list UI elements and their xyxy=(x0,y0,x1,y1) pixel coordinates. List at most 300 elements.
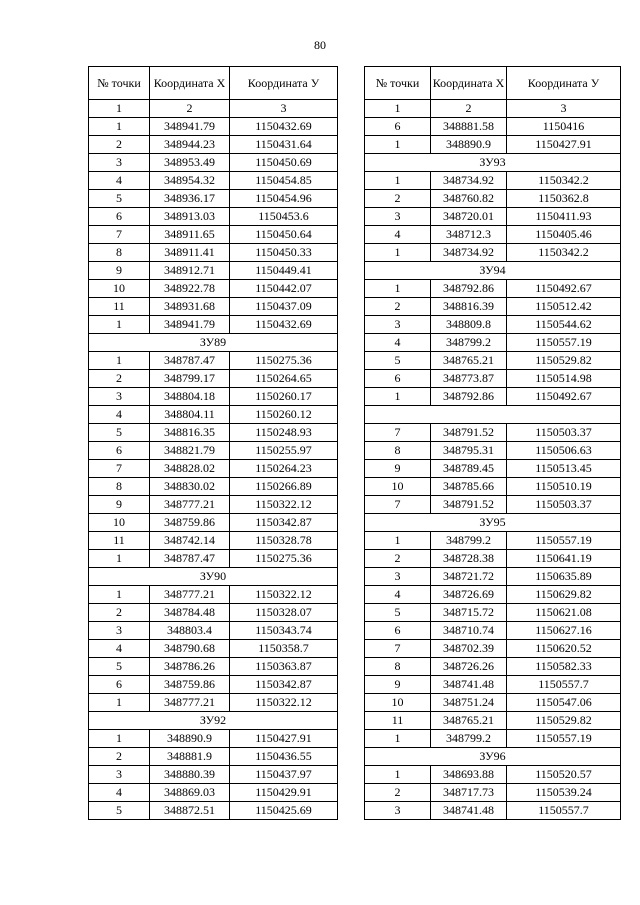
coordinate-x-cell: 348922.78 xyxy=(150,280,230,298)
coordinate-x-cell: 348791.52 xyxy=(431,424,507,442)
coordinate-x-cell: 348890.9 xyxy=(150,730,230,748)
table-row xyxy=(89,586,338,604)
coordinate-y-cell: 1150260.17 xyxy=(230,388,338,406)
table-row xyxy=(365,190,621,208)
table-row xyxy=(89,640,338,658)
table-row xyxy=(365,352,621,370)
parcel-header-row xyxy=(89,334,338,352)
point-number-cell: 1 xyxy=(365,172,431,190)
coordinate-y-cell: 1150432.69 xyxy=(230,316,338,334)
header-row xyxy=(89,67,338,100)
table-row xyxy=(365,802,621,820)
table-row xyxy=(89,370,338,388)
coordinate-x-cell: 348830.02 xyxy=(150,478,230,496)
table-row xyxy=(89,208,338,226)
coordinate-x-cell: 348890.9 xyxy=(431,136,507,154)
column-number-cell: 1 xyxy=(89,100,150,118)
point-number-cell: 3 xyxy=(89,154,150,172)
coordinate-x-cell: 348912.71 xyxy=(150,262,230,280)
coordinate-y-cell: 1150427.91 xyxy=(507,136,621,154)
parcel-header-row xyxy=(89,712,338,730)
coordinate-y-cell: 1150362.8 xyxy=(507,190,621,208)
point-number-cell: 1 xyxy=(365,730,431,748)
table-row xyxy=(89,280,338,298)
coordinate-y-cell: 1150454.85 xyxy=(230,172,338,190)
table-row xyxy=(365,712,621,730)
column-number-cell: 3 xyxy=(507,100,621,118)
coordinate-x-cell: 348765.21 xyxy=(431,712,507,730)
coordinate-y-cell: 1150513.45 xyxy=(507,460,621,478)
coordinate-y-cell: 1150328.78 xyxy=(230,532,338,550)
table-row xyxy=(89,766,338,784)
table-row xyxy=(89,730,338,748)
point-number-cell: 4 xyxy=(365,334,431,352)
coordinate-y-cell: 1150342.87 xyxy=(230,676,338,694)
coordinate-x-cell: 348741.48 xyxy=(431,802,507,820)
point-number-cell: 10 xyxy=(365,478,431,496)
coordinate-y-cell: 1150358.7 xyxy=(230,640,338,658)
point-number-cell: 6 xyxy=(365,118,431,136)
point-number-cell: 6 xyxy=(89,208,150,226)
point-number-cell: 7 xyxy=(365,496,431,514)
coordinate-x-cell: 348717.73 xyxy=(431,784,507,802)
coordinate-x-cell: 348809.8 xyxy=(431,316,507,334)
table-row xyxy=(365,568,621,586)
coordinate-x-cell: 348759.86 xyxy=(150,514,230,532)
coordinate-x-cell: 348790.68 xyxy=(150,640,230,658)
point-number-cell: 1 xyxy=(365,766,431,784)
table-row xyxy=(89,550,338,568)
coordinate-y-cell: 1150322.12 xyxy=(230,496,338,514)
table-row xyxy=(89,388,338,406)
coordinate-x-cell: 348944.23 xyxy=(150,136,230,154)
table-row xyxy=(365,640,621,658)
table-row xyxy=(89,694,338,712)
coordinate-y-cell: 1150539.24 xyxy=(507,784,621,802)
coordinate-y-cell: 1150255.97 xyxy=(230,442,338,460)
coordinate-y-cell: 1150641.19 xyxy=(507,550,621,568)
coordinate-y-cell: 1150503.37 xyxy=(507,496,621,514)
point-number-cell: 1 xyxy=(365,532,431,550)
empty-row xyxy=(365,406,621,424)
coordinate-x-cell: 348787.47 xyxy=(150,550,230,568)
parcel-label: ЗУ94 xyxy=(365,262,621,280)
coordinate-x-cell: 348795.31 xyxy=(431,442,507,460)
coordinate-x-cell: 348799.2 xyxy=(431,730,507,748)
coordinate-y-cell: 1150429.91 xyxy=(230,784,338,802)
table-row xyxy=(89,604,338,622)
point-number-cell: 2 xyxy=(89,748,150,766)
point-number-cell: 5 xyxy=(89,190,150,208)
coordinate-y-cell: 1150557.19 xyxy=(507,730,621,748)
coordinate-x-cell: 348693.88 xyxy=(431,766,507,784)
coordinate-y-cell: 1150454.96 xyxy=(230,190,338,208)
coordinate-y-cell: 1150582.33 xyxy=(507,658,621,676)
point-number-cell: 7 xyxy=(89,226,150,244)
table-row xyxy=(365,298,621,316)
coordinate-x-cell: 348881.58 xyxy=(431,118,507,136)
coordinate-x-cell: 348941.79 xyxy=(150,118,230,136)
column-number-cell: 2 xyxy=(150,100,230,118)
column-number-cell: 1 xyxy=(365,100,431,118)
point-number-cell: 10 xyxy=(89,514,150,532)
coordinate-x-cell: 348726.26 xyxy=(431,658,507,676)
point-number-cell: 6 xyxy=(365,622,431,640)
table-row xyxy=(89,424,338,442)
coordinate-x-cell: 348726.69 xyxy=(431,586,507,604)
point-number-cell: 11 xyxy=(89,532,150,550)
coordinate-y-cell: 1150260.12 xyxy=(230,406,338,424)
coordinate-x-cell: 348787.47 xyxy=(150,352,230,370)
coordinate-x-cell: 348799.2 xyxy=(431,532,507,550)
column-number-row xyxy=(365,100,621,118)
coordinate-x-cell: 348872.51 xyxy=(150,802,230,820)
coordinate-x-cell: 348715.72 xyxy=(431,604,507,622)
point-number-cell: 2 xyxy=(365,784,431,802)
coordinate-y-cell: 1150342.2 xyxy=(507,172,621,190)
point-number-cell: 1 xyxy=(89,352,150,370)
point-number-cell: 1 xyxy=(89,586,150,604)
coordinate-x-cell: 348936.17 xyxy=(150,190,230,208)
coordinate-x-cell: 348702.39 xyxy=(431,640,507,658)
table-row xyxy=(365,676,621,694)
table-row xyxy=(89,622,338,640)
header-row xyxy=(365,67,621,100)
table-row xyxy=(89,316,338,334)
point-number-cell: 4 xyxy=(89,640,150,658)
coordinate-x-cell: 348953.49 xyxy=(150,154,230,172)
header-coordinate-x: Координата Х xyxy=(431,67,507,100)
point-number-cell: 1 xyxy=(365,244,431,262)
point-number-cell: 6 xyxy=(89,676,150,694)
coordinate-y-cell: 1150635.89 xyxy=(507,568,621,586)
point-number-cell: 3 xyxy=(89,388,150,406)
table-row xyxy=(89,676,338,694)
table-row xyxy=(365,442,621,460)
coordinate-y-cell: 1150450.64 xyxy=(230,226,338,244)
coordinate-x-cell: 348765.21 xyxy=(431,352,507,370)
table-row xyxy=(365,316,621,334)
parcel-label xyxy=(365,406,621,424)
parcel-label: ЗУ93 xyxy=(365,154,621,172)
table-row xyxy=(89,190,338,208)
coordinate-y-cell: 1150275.36 xyxy=(230,352,338,370)
table-row xyxy=(89,784,338,802)
coordinate-x-cell: 348792.86 xyxy=(431,388,507,406)
coordinate-x-cell: 348710.74 xyxy=(431,622,507,640)
coordinate-y-cell: 1150510.19 xyxy=(507,478,621,496)
table-row xyxy=(89,658,338,676)
coordinate-y-cell: 1150529.82 xyxy=(507,712,621,730)
column-number-row xyxy=(89,100,338,118)
table-row xyxy=(89,244,338,262)
coordinate-x-cell: 348911.41 xyxy=(150,244,230,262)
column-number-cell: 2 xyxy=(431,100,507,118)
coordinate-x-cell: 348784.48 xyxy=(150,604,230,622)
point-number-cell: 11 xyxy=(365,712,431,730)
coordinates-table-left xyxy=(88,66,338,820)
coordinate-y-cell: 1150557.19 xyxy=(507,334,621,352)
coordinate-y-cell: 1150437.97 xyxy=(230,766,338,784)
coordinate-y-cell: 1150328.07 xyxy=(230,604,338,622)
point-number-cell: 3 xyxy=(89,766,150,784)
point-number-cell: 4 xyxy=(89,406,150,424)
table-row xyxy=(89,442,338,460)
point-number-cell: 5 xyxy=(89,802,150,820)
table-row xyxy=(365,370,621,388)
point-number-cell: 9 xyxy=(89,496,150,514)
table-row xyxy=(365,586,621,604)
point-number-cell: 3 xyxy=(365,568,431,586)
table-row xyxy=(365,730,621,748)
point-number-cell: 1 xyxy=(89,118,150,136)
point-number-cell: 3 xyxy=(365,316,431,334)
point-number-cell: 2 xyxy=(89,136,150,154)
parcel-header-row xyxy=(89,568,338,586)
coordinate-y-cell: 1150442.07 xyxy=(230,280,338,298)
parcel-label: ЗУ89 xyxy=(89,334,338,352)
coordinate-x-cell: 348786.26 xyxy=(150,658,230,676)
table-row xyxy=(89,352,338,370)
parcel-label: ЗУ92 xyxy=(89,712,338,730)
coordinate-y-cell: 1150264.65 xyxy=(230,370,338,388)
coordinate-y-cell: 1150405.46 xyxy=(507,226,621,244)
coordinate-y-cell: 1150342.87 xyxy=(230,514,338,532)
point-number-cell: 1 xyxy=(89,694,150,712)
point-number-cell: 7 xyxy=(89,460,150,478)
point-number-cell: 3 xyxy=(365,208,431,226)
coordinate-y-cell: 1150503.37 xyxy=(507,424,621,442)
point-number-cell: 9 xyxy=(365,676,431,694)
table-row xyxy=(89,154,338,172)
page-number: 80 xyxy=(314,38,326,52)
coordinate-y-cell: 1150450.33 xyxy=(230,244,338,262)
table-row xyxy=(89,802,338,820)
coordinate-x-cell: 348816.39 xyxy=(431,298,507,316)
coordinate-x-cell: 348911.65 xyxy=(150,226,230,244)
table-row xyxy=(365,118,621,136)
coordinate-x-cell: 348881.9 xyxy=(150,748,230,766)
table-row xyxy=(365,496,621,514)
coordinate-y-cell: 1150520.57 xyxy=(507,766,621,784)
table-row xyxy=(365,208,621,226)
coordinate-y-cell: 1150450.69 xyxy=(230,154,338,172)
header-coordinate-y: Координата У xyxy=(230,67,338,100)
coordinate-x-cell: 348913.03 xyxy=(150,208,230,226)
table-row xyxy=(89,118,338,136)
table-row xyxy=(365,460,621,478)
coordinate-y-cell: 1150431.64 xyxy=(230,136,338,154)
point-number-cell: 2 xyxy=(365,190,431,208)
point-number-cell: 1 xyxy=(365,388,431,406)
table-row xyxy=(365,622,621,640)
table-row xyxy=(89,496,338,514)
coordinate-x-cell: 348799.17 xyxy=(150,370,230,388)
point-number-cell: 5 xyxy=(365,604,431,622)
point-number-cell: 10 xyxy=(89,280,150,298)
coordinate-y-cell: 1150492.67 xyxy=(507,388,621,406)
coordinate-y-cell: 1150248.93 xyxy=(230,424,338,442)
coordinate-y-cell: 1150437.09 xyxy=(230,298,338,316)
coordinate-x-cell: 348821.79 xyxy=(150,442,230,460)
point-number-cell: 1 xyxy=(365,280,431,298)
point-number-cell: 7 xyxy=(365,640,431,658)
header-coordinate-x: Координата Х xyxy=(150,67,230,100)
coordinate-y-cell: 1150557.19 xyxy=(507,532,621,550)
table-row xyxy=(365,226,621,244)
table-row xyxy=(365,280,621,298)
coordinate-x-cell: 348734.92 xyxy=(431,172,507,190)
coordinate-y-cell: 1150547.06 xyxy=(507,694,621,712)
parcel-header-row xyxy=(365,262,621,280)
coordinate-x-cell: 348791.52 xyxy=(431,496,507,514)
coordinate-y-cell: 1150425.69 xyxy=(230,802,338,820)
point-number-cell: 2 xyxy=(365,550,431,568)
table-row xyxy=(365,604,621,622)
coordinate-y-cell: 1150266.89 xyxy=(230,478,338,496)
point-number-cell: 9 xyxy=(365,460,431,478)
coordinate-x-cell: 348880.39 xyxy=(150,766,230,784)
header-coordinate-y: Координата У xyxy=(507,67,621,100)
parcel-header-row xyxy=(365,514,621,532)
parcel-label: ЗУ96 xyxy=(365,748,621,766)
coordinate-x-cell: 348751.24 xyxy=(431,694,507,712)
coordinate-x-cell: 348931.68 xyxy=(150,298,230,316)
coordinate-y-cell: 1150322.12 xyxy=(230,586,338,604)
coordinate-x-cell: 348734.92 xyxy=(431,244,507,262)
coordinate-y-cell: 1150416 xyxy=(507,118,621,136)
coordinate-y-cell: 1150627.16 xyxy=(507,622,621,640)
coordinate-x-cell: 348816.35 xyxy=(150,424,230,442)
coordinate-x-cell: 348804.18 xyxy=(150,388,230,406)
coordinates-table-right xyxy=(364,66,621,820)
table-row xyxy=(365,388,621,406)
coordinate-x-cell: 348803.4 xyxy=(150,622,230,640)
coordinate-x-cell: 348792.86 xyxy=(431,280,507,298)
point-number-cell: 1 xyxy=(89,316,150,334)
point-number-cell: 4 xyxy=(365,586,431,604)
point-number-cell: 10 xyxy=(365,694,431,712)
table-row xyxy=(89,460,338,478)
table-row xyxy=(89,136,338,154)
table-row xyxy=(365,172,621,190)
table-row xyxy=(89,298,338,316)
point-number-cell: 4 xyxy=(89,784,150,802)
point-number-cell: 7 xyxy=(365,424,431,442)
point-number-cell: 11 xyxy=(89,298,150,316)
point-number-cell: 3 xyxy=(89,622,150,640)
coordinate-y-cell: 1150264.23 xyxy=(230,460,338,478)
coordinate-x-cell: 348712.3 xyxy=(431,226,507,244)
coordinate-x-cell: 348759.86 xyxy=(150,676,230,694)
point-number-cell: 2 xyxy=(89,370,150,388)
table-row xyxy=(365,550,621,568)
coordinate-x-cell: 348869.03 xyxy=(150,784,230,802)
coordinate-x-cell: 348828.02 xyxy=(150,460,230,478)
point-number-cell: 5 xyxy=(365,352,431,370)
coordinate-y-cell: 1150557.7 xyxy=(507,802,621,820)
coordinate-y-cell: 1150427.91 xyxy=(230,730,338,748)
table-row xyxy=(365,784,621,802)
coordinate-y-cell: 1150449.41 xyxy=(230,262,338,280)
coordinate-x-cell: 348721.72 xyxy=(431,568,507,586)
point-number-cell: 1 xyxy=(89,730,150,748)
coordinate-x-cell: 348777.21 xyxy=(150,586,230,604)
point-number-cell: 6 xyxy=(365,370,431,388)
table-row xyxy=(89,532,338,550)
coordinate-y-cell: 1150512.42 xyxy=(507,298,621,316)
coordinate-y-cell: 1150436.55 xyxy=(230,748,338,766)
coordinate-x-cell: 348741.48 xyxy=(431,676,507,694)
coordinate-y-cell: 1150492.67 xyxy=(507,280,621,298)
coordinate-x-cell: 348728.38 xyxy=(431,550,507,568)
table-row xyxy=(365,244,621,262)
point-number-cell: 8 xyxy=(365,658,431,676)
point-number-cell: 8 xyxy=(89,244,150,262)
point-number-cell: 3 xyxy=(365,802,431,820)
parcel-header-row xyxy=(365,154,621,172)
table-row xyxy=(365,766,621,784)
coordinate-x-cell: 348941.79 xyxy=(150,316,230,334)
point-number-cell: 6 xyxy=(89,442,150,460)
header-point-number: № точки xyxy=(365,67,431,100)
parcel-label: ЗУ95 xyxy=(365,514,621,532)
coordinate-x-cell: 348799.2 xyxy=(431,334,507,352)
coordinate-x-cell: 348777.21 xyxy=(150,694,230,712)
coordinate-y-cell: 1150544.62 xyxy=(507,316,621,334)
column-number-cell: 3 xyxy=(230,100,338,118)
point-number-cell: 4 xyxy=(89,172,150,190)
coordinate-y-cell: 1150514.98 xyxy=(507,370,621,388)
coordinate-y-cell: 1150322.12 xyxy=(230,694,338,712)
table-row xyxy=(89,478,338,496)
table-row xyxy=(89,262,338,280)
point-number-cell: 5 xyxy=(89,658,150,676)
table-row xyxy=(365,136,621,154)
table-row xyxy=(89,406,338,424)
point-number-cell: 2 xyxy=(89,604,150,622)
point-number-cell: 4 xyxy=(365,226,431,244)
coordinate-x-cell: 348789.45 xyxy=(431,460,507,478)
coordinate-y-cell: 1150529.82 xyxy=(507,352,621,370)
coordinate-x-cell: 348954.32 xyxy=(150,172,230,190)
coordinate-y-cell: 1150411.93 xyxy=(507,208,621,226)
table-row xyxy=(365,532,621,550)
point-number-cell: 1 xyxy=(89,550,150,568)
coordinate-y-cell: 1150621.08 xyxy=(507,604,621,622)
coordinate-y-cell: 1150343.74 xyxy=(230,622,338,640)
table-row xyxy=(89,514,338,532)
coordinate-y-cell: 1150363.87 xyxy=(230,658,338,676)
point-number-cell: 9 xyxy=(89,262,150,280)
parcel-label: ЗУ90 xyxy=(89,568,338,586)
coordinate-y-cell: 1150453.6 xyxy=(230,208,338,226)
header-point-number: № точки xyxy=(89,67,150,100)
table-row xyxy=(365,658,621,676)
table-row xyxy=(365,334,621,352)
coordinate-x-cell: 348760.82 xyxy=(431,190,507,208)
coordinate-x-cell: 348785.66 xyxy=(431,478,507,496)
coordinate-y-cell: 1150342.2 xyxy=(507,244,621,262)
table-row xyxy=(89,748,338,766)
table-row xyxy=(365,424,621,442)
point-number-cell: 1 xyxy=(365,136,431,154)
coordinate-y-cell: 1150620.52 xyxy=(507,640,621,658)
table-row xyxy=(365,694,621,712)
table-row xyxy=(89,172,338,190)
table-row xyxy=(89,226,338,244)
coordinate-y-cell: 1150629.82 xyxy=(507,586,621,604)
